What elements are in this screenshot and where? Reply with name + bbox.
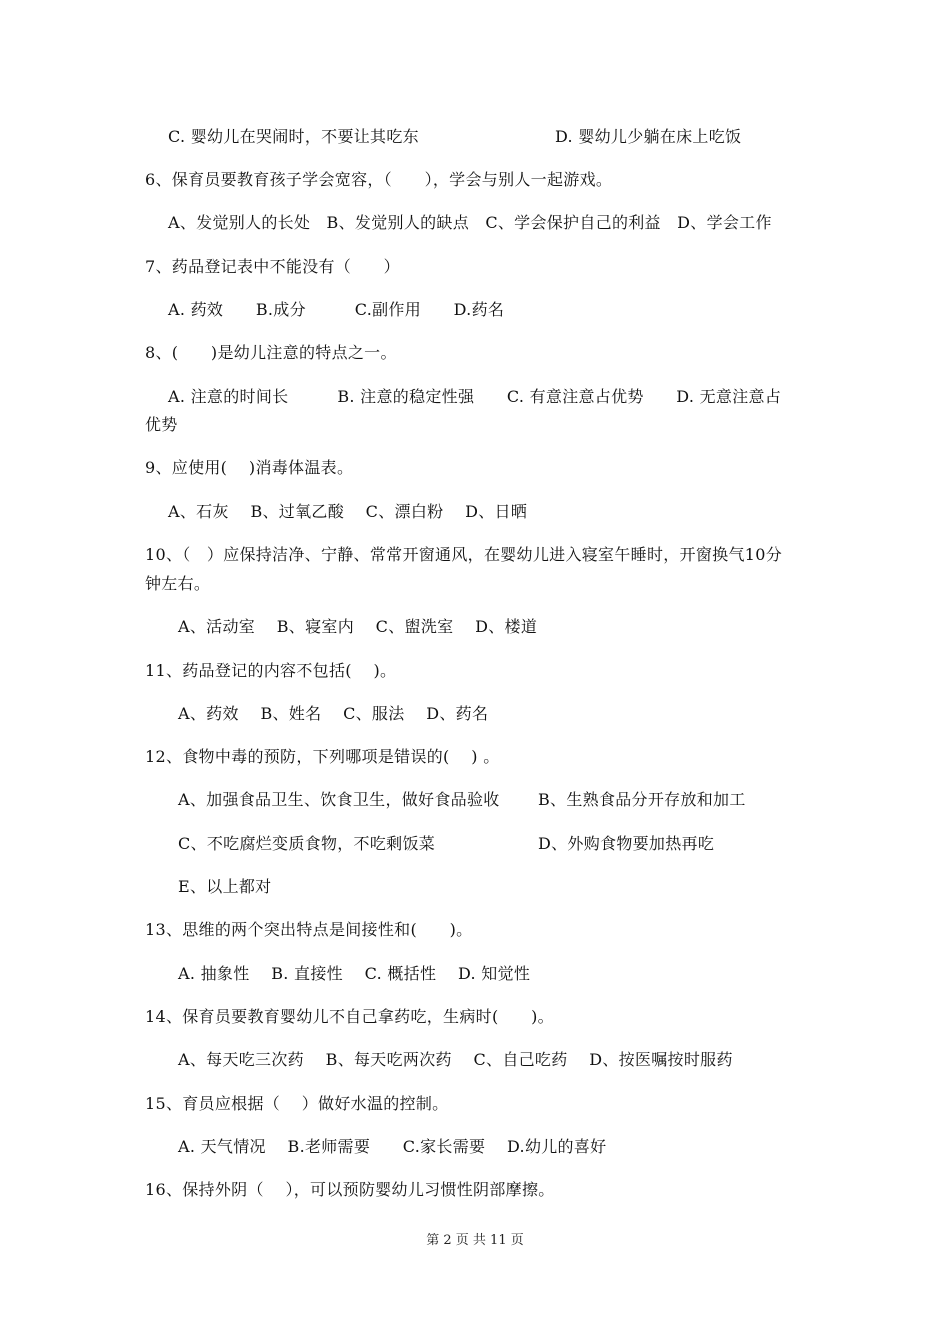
q12-option-c: C、不吃腐烂变质食物，不吃剩饭菜 bbox=[178, 834, 436, 853]
q12-option-b: B、生熟食品分开存放和加工 bbox=[538, 790, 746, 809]
q7-stem: 7、药品登记表中不能没有（ ） bbox=[145, 257, 400, 276]
q6-options: A、发觉别人的长处 B、发觉别人的缺点 C、学会保护自己的利益 D、学会工作 bbox=[168, 213, 772, 232]
q15-stem: 15、育员应根据（ ）做好水温的控制。 bbox=[145, 1094, 449, 1113]
q5-option-c: C. 婴幼儿在哭闹时，不要让其吃东 bbox=[168, 127, 419, 146]
q14-stem: 14、保育员要教育婴幼儿不自己拿药吃，生病时( )。 bbox=[145, 1007, 554, 1026]
q14-options: A、每天吃三次药 B、每天吃两次药 C、自己吃药 D、按医嘱按时服药 bbox=[178, 1050, 733, 1069]
q13-stem: 13、思维的两个突出特点是间接性和( )。 bbox=[145, 920, 473, 939]
q7-options: A. 药效 B.成分 C.副作用 D.药名 bbox=[168, 300, 505, 319]
q12-option-d: D、外购食物要加热再吃 bbox=[538, 834, 715, 853]
q9-options: A、石灰 B、过氧乙酸 C、漂白粉 D、日晒 bbox=[168, 502, 528, 521]
page-number-footer: 第 2 页 共 11 页 bbox=[426, 1233, 524, 1248]
q6-stem: 6、保育员要教育孩子学会宽容，（ ），学会与别人一起游戏。 bbox=[145, 170, 613, 189]
q8-options: A. 注意的时间长 B. 注意的稳定性强 C. 有意注意占优势 D. 无意注意占 bbox=[168, 387, 782, 406]
q12-option-e: E、以上都对 bbox=[178, 877, 272, 896]
q13-options: A. 抽象性 B. 直接性 C. 概括性 D. 知觉性 bbox=[178, 964, 531, 983]
q10-stem: 10、（ ）应保持洁净、宁静、常常开窗通风，在婴幼儿进入寝室午睡时，开窗换气10分 bbox=[145, 545, 783, 564]
q10-options: A、活动室 B、寝室内 C、盥洗室 D、楼道 bbox=[178, 617, 538, 636]
q11-options: A、药效 B、姓名 C、服法 D、药名 bbox=[178, 704, 489, 723]
q10-stem-continued: 钟左右。 bbox=[145, 574, 211, 593]
q5-option-d: D. 婴幼儿少躺在床上吃饭 bbox=[555, 127, 742, 146]
q15-options: A. 天气情况 B.老师需要 C.家长需要 D.幼儿的喜好 bbox=[178, 1137, 607, 1156]
q11-stem: 11、药品登记的内容不包括( )。 bbox=[145, 661, 397, 680]
q8-stem: 8、( )是幼儿注意的特点之一。 bbox=[145, 343, 397, 362]
q8-options-continued: 优势 bbox=[145, 415, 178, 434]
q12-stem: 12、食物中毒的预防，下列哪项是错误的( ) 。 bbox=[145, 747, 500, 766]
q12-option-a: A、加强食品卫生、饮食卫生，做好食品验收 bbox=[178, 790, 500, 809]
q16-stem: 16、保持外阴（ ），可以预防婴幼儿习惯性阴部摩擦。 bbox=[145, 1180, 555, 1199]
q9-stem: 9、应使用( )消毒体温表。 bbox=[145, 458, 354, 477]
